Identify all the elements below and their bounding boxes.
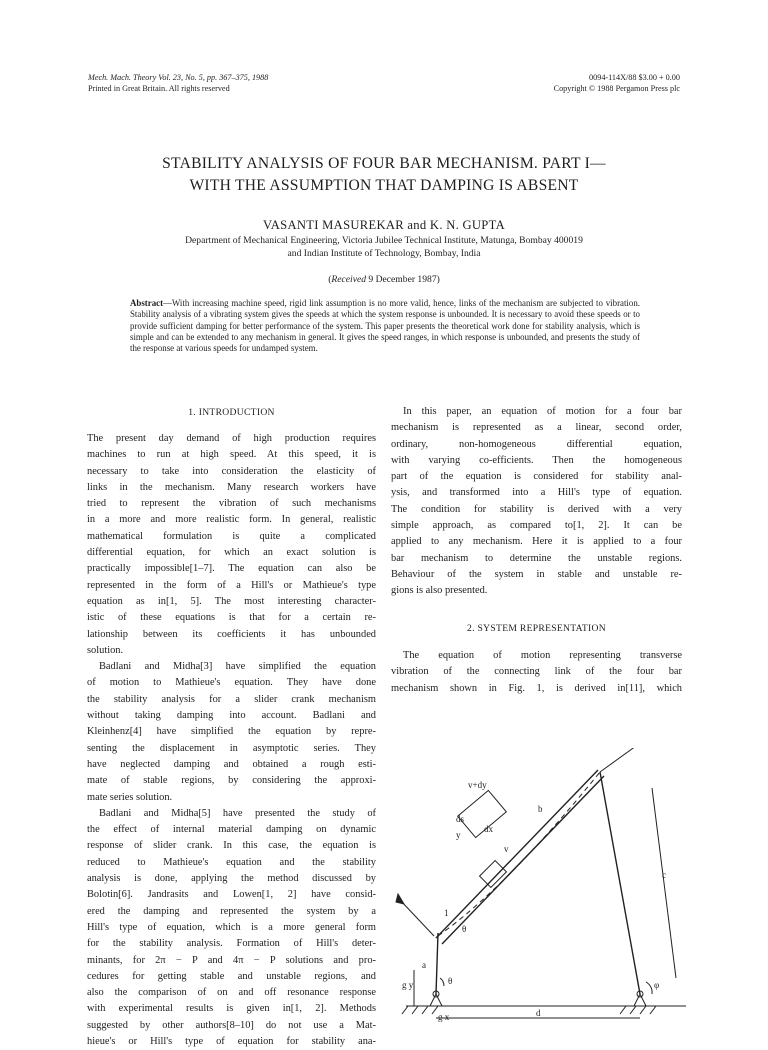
label-theta-2: θ xyxy=(462,924,467,934)
text-line: mate series solution. xyxy=(87,791,173,803)
text-line: the stability analysis for a slider crank mechanism xyxy=(87,693,376,705)
text-line: suggested by other authors[8–10] do not use a Mat- xyxy=(87,1019,376,1031)
text-line: solution. xyxy=(87,644,124,656)
arrowhead xyxy=(396,894,404,904)
text-line: machines to run at high speed. At this speed, it is xyxy=(87,449,376,461)
text-line: analysis is done, applying the method discussed by xyxy=(87,873,376,885)
text-line: practically impossible[1–7]. The equation can also be xyxy=(87,563,376,575)
paper-title xyxy=(60,153,708,197)
text-line: necessary to take into consideration the elasticity of xyxy=(87,465,376,477)
label-y: y xyxy=(456,830,461,840)
label-phi: φ xyxy=(654,980,660,990)
angle-arc-theta xyxy=(440,978,444,986)
label-c: c xyxy=(662,870,666,880)
follower-link xyxy=(600,772,640,994)
figure-four-bar-mechanism xyxy=(386,748,696,1024)
text-line: without taking damping into account. Badlani and xyxy=(87,710,376,722)
text-line: bar mechanism to determine the unstable regions. xyxy=(391,552,682,564)
text-line: have neglected damping and obtained a rough esti- xyxy=(87,758,376,770)
text-line: mathematical formulation is quite a complicated xyxy=(87,530,376,542)
abstract xyxy=(130,298,640,354)
text-line: reduced to Mathieue's equation and the stability xyxy=(87,856,376,868)
copyright-line: Copyright © 1988 Pergamon Press plc xyxy=(553,83,680,93)
introduction-body xyxy=(87,431,376,1050)
text-line: The equation of motion representing transverse xyxy=(403,650,682,661)
rotation-arrow xyxy=(400,900,434,936)
text-line: Hill's type of equation, which is a more general form xyxy=(87,921,376,933)
ground-hatch xyxy=(412,1006,418,1014)
element-detail xyxy=(458,790,507,837)
label-gy: g y xyxy=(402,980,414,990)
text-line: gions is also presented. xyxy=(391,585,488,597)
angle-arc-phi xyxy=(646,982,652,994)
label-d: d xyxy=(536,1008,541,1018)
text-line: mate of stable regions, by considering the approxi- xyxy=(87,775,376,787)
text-line: The condition for stability is derived with a very xyxy=(391,503,682,515)
text-line: Badlani and Midha[5] have presented the study of xyxy=(99,807,376,819)
ground-hatch xyxy=(402,1006,408,1014)
text-line: In this paper, an equation of motion for a four bar xyxy=(403,406,682,417)
text-line: Bolotin[6]. Jandrasits and Lowen[1, 2] have consid- xyxy=(87,889,376,901)
label-a: a xyxy=(422,960,426,970)
label-gx: g x xyxy=(438,1012,450,1022)
text-line: with varying co-efficients. Then the homogeneous xyxy=(391,454,682,466)
authors: VASANTI MASUREKAR and K. N. GUPTA xyxy=(262,218,505,232)
text-line: links in the mechanism. Many research workers have xyxy=(87,481,376,493)
text-line: the effect of internal material damping on dynamic xyxy=(87,824,376,836)
printed-note: Printed in Great Britain. All rights reserved xyxy=(88,83,230,93)
text-line: senting the displacement in asymptotic series. They xyxy=(87,742,376,754)
coupler-link-edge xyxy=(442,776,604,944)
coupler-extension xyxy=(600,748,636,772)
text-line: Badlani and Midha[3] have simplified the equation xyxy=(99,661,376,673)
title-line-2: WITH THE ASSUMPTION THAT DAMPING IS ABSENT xyxy=(189,177,579,194)
text-line: in a more and more realistic form. In general, realistic xyxy=(87,514,376,526)
ground-hatch xyxy=(620,1006,626,1014)
text-line: of motion to Mathieue's equation. They have done xyxy=(87,677,376,689)
label-v-dy: v+dy xyxy=(468,780,487,790)
text-line: with experimental results is given in[1, 2]. Methods xyxy=(87,1003,376,1015)
text-line: represented in the form of a Hill's or Mathieue's type xyxy=(87,579,376,591)
journal-citation xyxy=(88,73,268,94)
crank-link xyxy=(436,933,438,994)
ground-hatch xyxy=(422,1006,428,1014)
text-line: The present day demand of high production requires xyxy=(87,433,376,444)
text-line: differential equation, for which an exact solution is xyxy=(87,547,376,559)
citation-line: Mech. Mach. Theory Vol. 23, No. 5, pp. 367–375, 1988 xyxy=(88,73,269,82)
ground-hatch xyxy=(640,1006,646,1014)
section-heading-system-representation: 2. SYSTEM REPRESENTATION xyxy=(467,623,606,634)
text-line: applied to any mechanism. Here it is applied to a four xyxy=(391,536,682,548)
text-line: ered the damping and represented the system by a xyxy=(87,905,376,917)
label-v: v xyxy=(504,844,509,854)
text-line: equation as in[1, 5]. The most interesting character- xyxy=(87,595,376,607)
ground-hatch xyxy=(650,1006,656,1014)
issn-price: 0094-114X/88 $3.00 + 0.00 xyxy=(589,73,680,82)
label-dx: dx xyxy=(484,824,493,834)
affiliation xyxy=(60,235,708,260)
label-theta: θ xyxy=(448,976,453,986)
text-line: part of the equation is considered for stability anal- xyxy=(391,471,682,483)
received-label: Received xyxy=(331,274,367,285)
text-line: minants, for 2π − P and 4π − P solutions and pro- xyxy=(87,954,376,966)
text-line: response of slider crank. In this case, the equation is xyxy=(87,840,376,852)
mechanism-diagram xyxy=(386,748,696,1024)
received-date: (Received 9 December 1987) xyxy=(328,274,440,285)
right-column-body xyxy=(391,404,682,600)
text-line: mechanism is represented as a linear, second order, xyxy=(391,422,682,434)
label-ds: ds xyxy=(456,814,465,824)
element-on-link xyxy=(480,861,507,888)
text-line: Behaviour of the system in stable and unstable re- xyxy=(391,568,682,580)
text-line: hieue's or Hill's type of equation for stability ana- xyxy=(87,1035,376,1047)
text-line: mechanism shown in Fig. 1, is derived in[11], which xyxy=(391,682,682,694)
label-b: b xyxy=(538,804,543,814)
text-line: also the comparison of on and off resonance response xyxy=(87,987,376,999)
system-representation-body xyxy=(391,648,682,697)
abstract-label: Abstract xyxy=(130,298,164,308)
title-line-1: STABILITY ANALYSIS OF FOUR BAR MECHANISM. PART I— xyxy=(162,155,606,172)
affiliation-line-1: Department of Mechanical Engineering, Victoria Jubilee Technical Institute, Matunga, Bombay 400019 xyxy=(185,235,583,246)
abstract-text: —With increasing machine speed, rigid link assumption is no more valid, hence, links of the mechanism are subjected to vibration. Stability analysis of a vibrating system gives the speeds at which the system response is unbounded. It is necessary to avoid these speeds or to provide sufficient damping for better performance of the system. This paper presents the theoretical work done for stability analysis, which is simple and can be extended to any mechanism in general. It gives the speed ranges, in which response is unbounded, and presents the study of the response at various speeds for undamped system. xyxy=(130,298,640,354)
text-line: simple approach, as compared to[1, 2]. It can be xyxy=(391,520,682,532)
section-heading-introduction: 1. INTRODUCTION xyxy=(188,407,275,418)
affiliation-line-2: and Indian Institute of Technology, Bombay, India xyxy=(287,247,481,259)
text-line: ysis, and transformed into a Hill's type of equation. xyxy=(391,487,682,499)
text-line: for the stability analysis. Formation of Hill's deter- xyxy=(87,938,376,950)
text-line: cedures for getting stable and unstable regions, and xyxy=(87,970,376,982)
text-line: istic of these equations is that for a certain re- xyxy=(87,612,376,624)
right-pivot xyxy=(634,994,646,1006)
label-one: 1 xyxy=(444,908,449,918)
left-pivot xyxy=(430,994,442,1006)
received-value: 9 December 1987) xyxy=(366,274,440,285)
dimension-c xyxy=(652,788,676,978)
text-line: vibration of the connecting link of the four bar xyxy=(391,666,682,678)
text-line: ordinary, non-homogeneous differential equation, xyxy=(391,438,682,450)
text-line: Kleinhenz[4] have simplified the equation by repre- xyxy=(87,726,376,738)
ground-hatch xyxy=(630,1006,636,1014)
coupler-link xyxy=(436,770,598,938)
text-line: tried to represent the vibration of such mechanisms xyxy=(87,498,376,510)
copyright-block xyxy=(554,73,680,94)
text-line: lationship between its coefficients it has unbounded xyxy=(87,628,376,640)
